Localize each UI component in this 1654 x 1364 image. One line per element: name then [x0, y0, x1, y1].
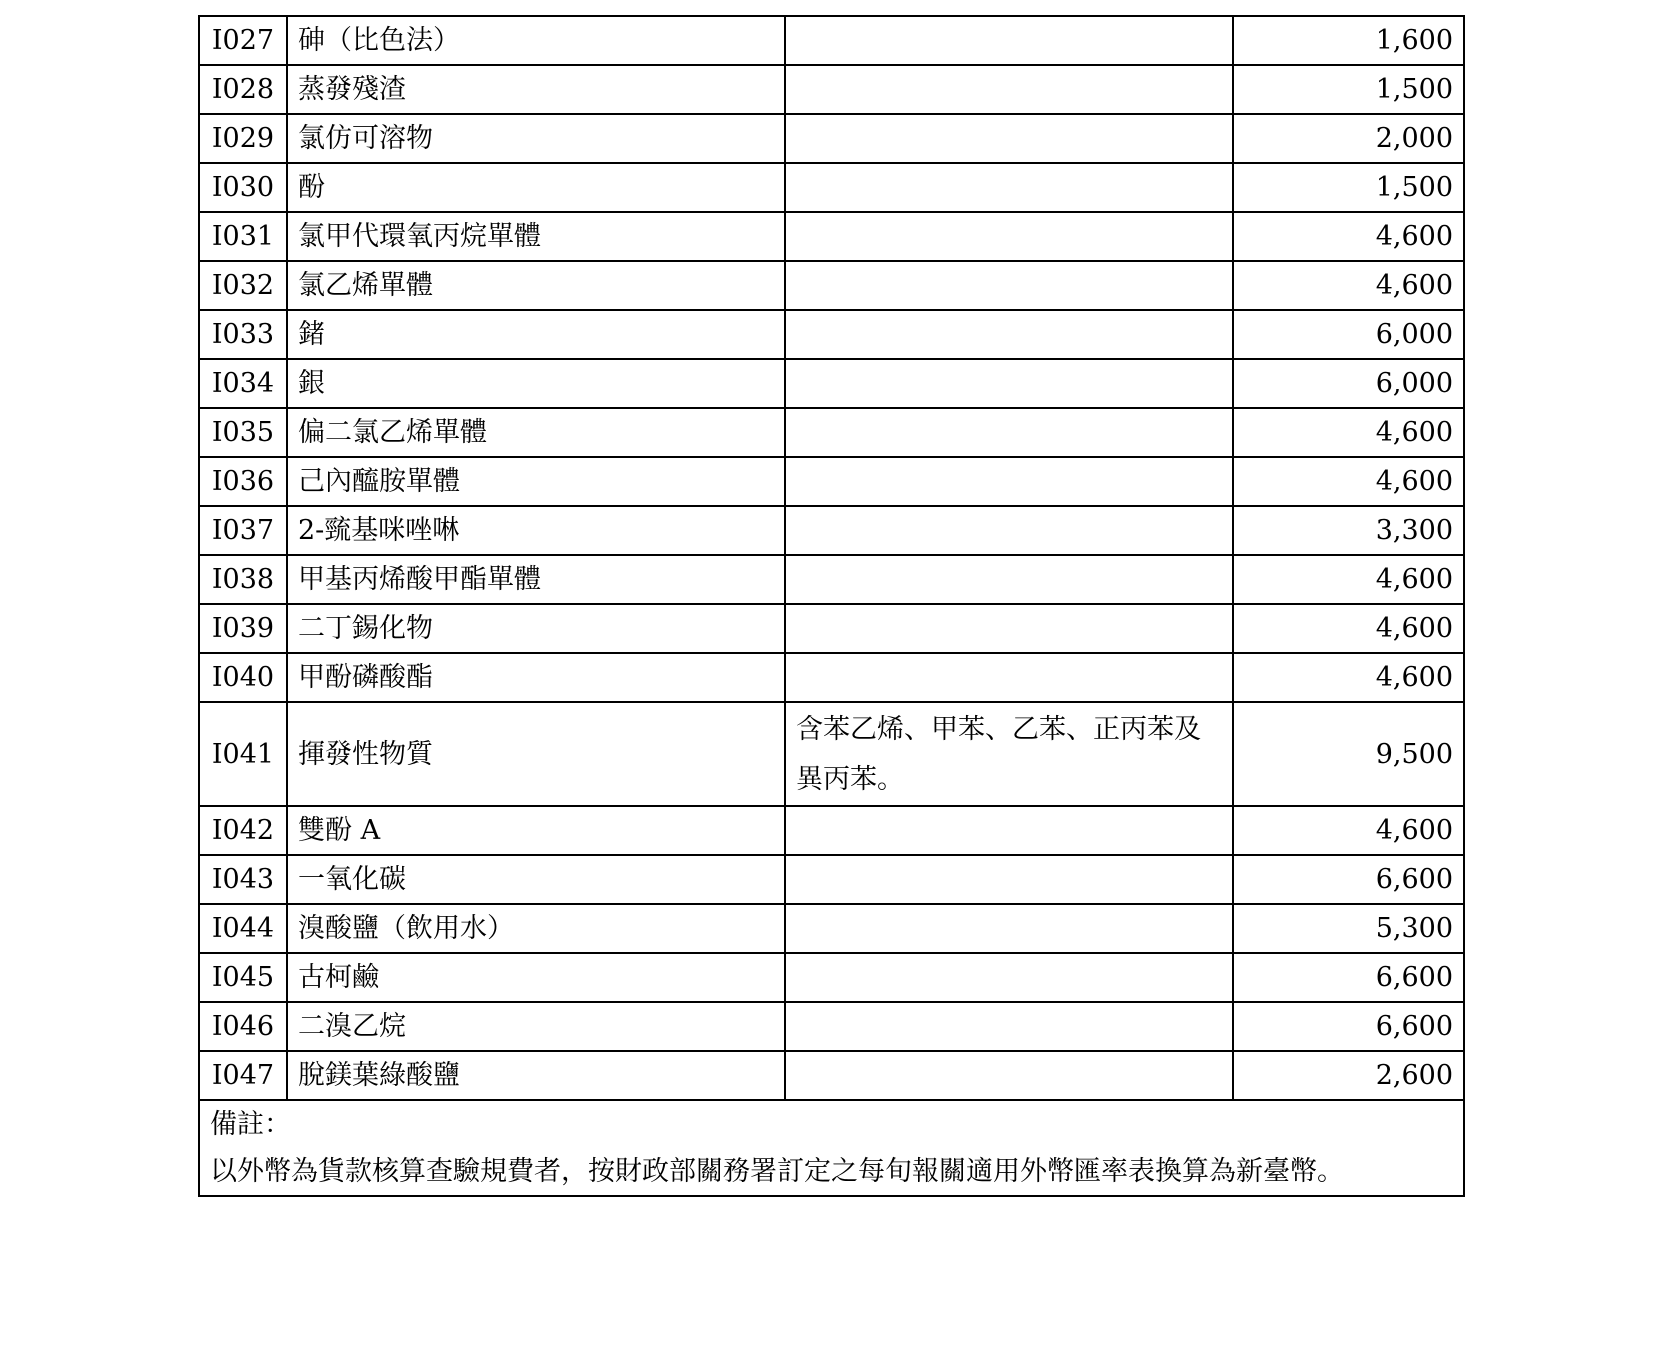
item-note — [785, 653, 1233, 702]
item-name: 甲酚磷酸酯 — [287, 653, 785, 702]
table-row — [199, 163, 1464, 212]
item-fee: 6,000 — [1233, 310, 1464, 359]
item-code: I035 — [199, 408, 287, 457]
item-code: I038 — [199, 555, 287, 604]
item-name: 甲基丙烯酸甲酯單體 — [287, 555, 785, 604]
item-name: 蒸發殘渣 — [287, 65, 785, 114]
item-note — [785, 261, 1233, 310]
item-code: I031 — [199, 212, 287, 261]
item-note — [785, 904, 1233, 953]
item-code: I036 — [199, 457, 287, 506]
item-name: 溴酸鹽（飲用水） — [287, 904, 785, 953]
item-fee: 4,600 — [1233, 806, 1464, 855]
fee-table — [198, 15, 1465, 1197]
table-row — [199, 408, 1464, 457]
item-note — [785, 408, 1233, 457]
table-row — [199, 506, 1464, 555]
item-code: I042 — [199, 806, 287, 855]
table-row — [199, 653, 1464, 702]
item-fee: 6,600 — [1233, 953, 1464, 1002]
item-note — [785, 806, 1233, 855]
table-row — [199, 1002, 1464, 1051]
table-row — [199, 806, 1464, 855]
table-row — [199, 604, 1464, 653]
item-fee: 1,600 — [1233, 16, 1464, 65]
table-row — [199, 359, 1464, 408]
item-note — [785, 1051, 1233, 1100]
table-row — [199, 114, 1464, 163]
item-code: I030 — [199, 163, 287, 212]
item-note — [785, 114, 1233, 163]
table-row — [199, 953, 1464, 1002]
remarks-title: 備註： — [210, 1109, 291, 1140]
item-code: I033 — [199, 310, 287, 359]
item-fee: 4,600 — [1233, 408, 1464, 457]
item-fee: 6,600 — [1233, 1002, 1464, 1051]
item-name: 偏二氯乙烯單體 — [287, 408, 785, 457]
item-name: 脫鎂葉綠酸鹽 — [287, 1051, 785, 1100]
item-note — [785, 457, 1233, 506]
item-fee: 4,600 — [1233, 604, 1464, 653]
item-code: I039 — [199, 604, 287, 653]
item-note — [785, 65, 1233, 114]
remarks-row — [199, 1100, 1464, 1196]
item-fee: 4,600 — [1233, 212, 1464, 261]
item-note — [785, 855, 1233, 904]
item-name: 二丁錫化物 — [287, 604, 785, 653]
remarks-body: 以外幣為貨款核算查驗規費者，按財政部關務署訂定之每旬報關適用外幣匯率表換算為新臺幣。 — [210, 1156, 1344, 1187]
item-name: 二溴乙烷 — [287, 1002, 785, 1051]
table-row — [199, 261, 1464, 310]
item-code: I028 — [199, 65, 287, 114]
item-fee: 2,000 — [1233, 114, 1464, 163]
item-fee: 6,600 — [1233, 855, 1464, 904]
item-name: 古柯鹼 — [287, 953, 785, 1002]
item-name: 氯乙烯單體 — [287, 261, 785, 310]
table-row — [199, 702, 1464, 806]
item-name: 銀 — [287, 359, 785, 408]
item-note — [785, 1002, 1233, 1051]
table-row — [199, 855, 1464, 904]
table-row — [199, 904, 1464, 953]
item-name: 一氧化碳 — [287, 855, 785, 904]
item-code: I043 — [199, 855, 287, 904]
table-row — [199, 65, 1464, 114]
item-code: I041 — [199, 702, 287, 806]
item-code: I040 — [199, 653, 287, 702]
item-code: I029 — [199, 114, 287, 163]
item-name: 2-巰基咪唑啉 — [287, 506, 785, 555]
table-row — [199, 555, 1464, 604]
item-name: 酚 — [287, 163, 785, 212]
item-fee: 1,500 — [1233, 65, 1464, 114]
item-code: I044 — [199, 904, 287, 953]
item-code: I027 — [199, 16, 287, 65]
item-fee: 2,600 — [1233, 1051, 1464, 1100]
table-row — [199, 1051, 1464, 1100]
item-fee: 6,000 — [1233, 359, 1464, 408]
item-note — [785, 163, 1233, 212]
item-code: I046 — [199, 1002, 287, 1051]
item-note — [785, 604, 1233, 653]
item-name: 砷（比色法） — [287, 16, 785, 65]
item-code: I047 — [199, 1051, 287, 1100]
remarks-cell — [199, 1100, 1464, 1196]
item-note — [785, 310, 1233, 359]
item-fee: 9,500 — [1233, 702, 1464, 806]
item-code: I032 — [199, 261, 287, 310]
item-name: 氯甲代環氧丙烷單體 — [287, 212, 785, 261]
table-row — [199, 212, 1464, 261]
table-row — [199, 310, 1464, 359]
item-fee: 4,600 — [1233, 457, 1464, 506]
item-name: 雙酚 A — [287, 806, 785, 855]
item-fee: 4,600 — [1233, 555, 1464, 604]
item-fee: 4,600 — [1233, 261, 1464, 310]
table-row — [199, 16, 1464, 65]
item-fee: 3,300 — [1233, 506, 1464, 555]
item-code: I034 — [199, 359, 287, 408]
item-code: I037 — [199, 506, 287, 555]
item-name: 揮發性物質 — [287, 702, 785, 806]
item-note — [785, 212, 1233, 261]
item-note — [785, 359, 1233, 408]
item-name: 鍺 — [287, 310, 785, 359]
item-fee: 1,500 — [1233, 163, 1464, 212]
item-note — [785, 953, 1233, 1002]
item-name: 己內醯胺單體 — [287, 457, 785, 506]
item-note — [785, 506, 1233, 555]
table-row — [199, 457, 1464, 506]
item-name: 氯仿可溶物 — [287, 114, 785, 163]
item-code: I045 — [199, 953, 287, 1002]
item-note — [785, 16, 1233, 65]
item-note — [785, 555, 1233, 604]
item-fee: 5,300 — [1233, 904, 1464, 953]
item-note: 含苯乙烯、甲苯、乙苯、正丙苯及異丙苯。 — [785, 702, 1233, 806]
item-fee: 4,600 — [1233, 653, 1464, 702]
